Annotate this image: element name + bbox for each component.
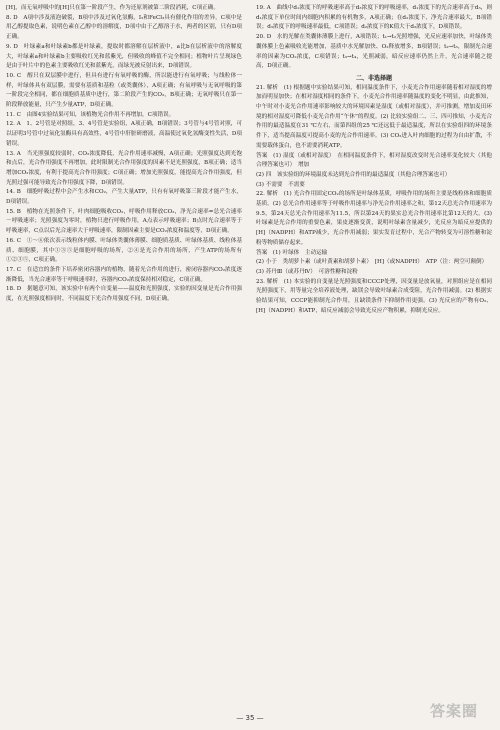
answer-item: 23. 解析 (1) 本实验的自变量是光照强度和CCCP处理，因变量是放氧量，对照组应是在相同光照强度下，用等量完全培养液处理，缺镁会导致叶绿素合成受阻，光合作用减弱。(2) 根据实验结果可知，CCCP能抑制光合作用，且缺镁条件下抑制作用更强。(3) 光反应的产物有O₂、[H]（NADPH）和ATP，暗反应减弱会导致光反应产物积累，抑制光反应。	[256, 278, 492, 314]
answer-item: 13. A 当光照强度较弱时，CO₂浓度降低，光合作用速率减慢，A项正确；光照强度达到光饱和点后，光合作用强度不再增加，此时限制光合作用强度的因素不是光照强度，B项正确；适当增加CO₂浓度，有利于提高光合作用强度；C项正确；增加光照强度，能提高光合作用强度，但光照过强可能导致光合作用强度下降，D项错误。	[6, 150, 242, 186]
answer-item: 16. C ①～⑥依次表示线粒体内膜、叶绿体类囊体薄膜、细胞质基质、叶绿体基质、线粒体基质、细胞膜，其中①③⑤是细胞呼吸的场所，②④是光合作用的场所，产生ATP的场所有①②③⑤，C项正确。	[6, 237, 242, 264]
answer-item: 12. A 1、2号管是对照组，3、4号管是实验组，A项正确，B项错误；3号管与4号管对照，可以证明3号管中过氧化氢酶具有高效性，4号管中肝脏研磨液，高温使过氧化氢酶变性失活，D项错误。	[6, 121, 242, 147]
answer-item: (3) 不需要 不需要	[256, 181, 305, 188]
answer-item: 8. D A项中涉及液泡破裂，B项中涉及过氧化氢酶，I₂和FeCl₃具有催化作用的差异，C项中是用乙醇提取色素，说明色素在乙醇中的溶解度，D项中由于乙醇溶于水，两者的区别，只有D项正确。	[6, 14, 242, 41]
answer-item: 14. B 细胞呼吸过程中会产生水和CO₂，产生大量ATP，只有有氧呼吸第三阶段才能产生水，D项错误。	[6, 189, 242, 206]
answer-item: 22. 解析 (1) 光合作用固定CO₂的场所是叶绿体基质，呼吸作用的场所主要是线粒体和细胞质基质。(2) 总光合作用速率等于呼吸作用速率与净光合作用速率之和，第12天总光合作用速率为9.5，第24天总光合作用速率为11.5，所以第24天的果实总光合作用速率比第12天的大。(3) 叶绿素是光合作用的重要色素，果皮逐渐变黄，说明叶绿素含量减少，光反应为暗反应提供的[H]（NADPH）和ATP减少，光合作用减弱；果实发育过程中，光合产物转变为可溶性糖和淀粉等物质储存起来。	[256, 191, 492, 246]
section-heading: 二、非选择题	[355, 74, 392, 82]
answer-item: 10. C 醇只在双层膜中进行，但具有进行有氧呼吸的酶，所以能进行有氧呼吸；与线粒体一样，叶绿体具有双层膜，需要有基质和基粒（或类囊体），A项正确；有氧呼吸与无氧呼吸的第一阶段完全相同，都在细胞质基质中进行，第二阶段产生的CO₂，B项正确；无氧呼吸只在第一阶段释放能量，只产生少量ATP，D项正确。	[6, 72, 242, 109]
answer-item: 答案 (1) 湿度（或相对湿度） 在相同温度条件下，相对湿度改变时光合速率变化较大（其他合理答案也可） 增加	[256, 152, 492, 169]
answer-item: 15. B 植物在光照条件下，叶肉细胞吸收CO₂，呼吸作用释放CO₂，净光合速率=总光合速率－呼吸速率；光照强度为零时，植物只进行呼吸作用，A点表示呼吸速率；B点时光合速率等于呼吸速率，C点以后光合速率大于呼吸速率，限制因素主要是CO₂浓度和温度等，D项正确。	[6, 208, 242, 235]
answer-item: (3) 苏丹Ⅲ（或苏丹Ⅳ） 可溶性糖和淀粉	[256, 268, 358, 275]
answer-item: 21. 解析 (1) 根据题中实验结果可知，相同温度条件下，小麦光合作用速率随着相对湿度的增加而明显加快；在相对湿度相同的条件下，小麦光合作用速率随温度的变化不明显，由此推知，中午时对小麦光合作用速率影响较大的环境因素是湿度（或相对湿度），并可推测，增加麦田环境的相对湿度可降低小麦光合作用“午休”的程度。(2) 比较实验组二、三、四可推知，小麦光合作用的最适温度在31 ℃左右，而第四组的25 ℃还远低于最适温度，所以在实验组四的环境条件下，适当提高温度可提高小麦的光合作用速率。(3) CO₂进入叶肉细胞的过程为自由扩散，不需要载体蛋白，也不需要消耗ATP。	[256, 84, 492, 149]
right-column	[256, 4, 492, 317]
answer-item: (2) 四 该实验组的环境温度未达到光合作用的最适温度（其他合理答案也可）	[256, 171, 451, 178]
answer-item: 9. D 叶绿素a和叶绿素b都是叶绿素，提取时都溶解在层析液中，a比b在层析液中的溶解度大，叶绿素a和叶绿素b主要吸收红光和蓝紫光，但吸收的峰值不完全相同；植物叶片呈现绿色是由于叶片中的色素主要吸收红光和蓝紫光，而绿光被反射出来，D项错误。	[6, 43, 242, 70]
answer-item: 11. C 由图4实验结果可知，该植物光合作用不再增加，C项错误。	[6, 111, 175, 118]
answer-item: [H]，而无氧呼吸中的[H]只在第一阶段产生，作为还原剂被第二阶段消耗，C项正确。	[6, 5, 219, 11]
left-column	[6, 4, 242, 305]
answer-item: (2) 小于 类胡萝卜素（或叶黄素和胡萝卜素） [H]（或NADPH） ATP（注：两空可颠倒）	[256, 259, 488, 266]
answer-item: 17. C 在适宜的条件下培养密闭容器内的植物，随着光合作用的进行，密闭容器内CO₂浓度逐渐降低，当光合速率等于呼吸速率时，容器内CO₂浓度保持相对稳定，C项正确。	[6, 266, 242, 283]
answer-item: 19. A 曲线中d₁浓度下的呼吸速率高于d₃浓度下的呼吸速率，d₁浓度下的光合速率高于d₃，则d₁浓度下单位时间内细胞内积累的有机物多，A项正确；在d₂浓度下，净光合速率最大，B项错误；d₃浓度下的呼吸速率最低，C项错误；d₂浓度下的K值大于d₃浓度下，D项错误。	[256, 5, 492, 31]
page-number: — 35 —	[236, 714, 264, 722]
answer-item: 18. D 据题意可知，该实验中有两个自变量——温度和光照强度，实验的因变量是光合作用强度，在光照强度相同时，不同温度下光合作用强度不同，D项正确。	[6, 286, 242, 303]
answer-item: 答案 (1) 叶绿体 主动运输	[256, 249, 328, 256]
watermark-logo: 答案圈	[430, 702, 479, 720]
answer-item: 20. D 水的光解在类囊体薄膜上进行，A项错误；t₁→t₂光照增强，光反应速率加快，叶绿体类囊体膜上色素吸收光能增加，基质中水光解加快、O₂释放增多，B项错误；t₂→t₃，限制光合速率的因素为CO₂浓度，C项错误；t₃→t₄，光照减弱，暗反应速率仍然上升，光合速率随之提高，D项正确。	[256, 34, 492, 70]
